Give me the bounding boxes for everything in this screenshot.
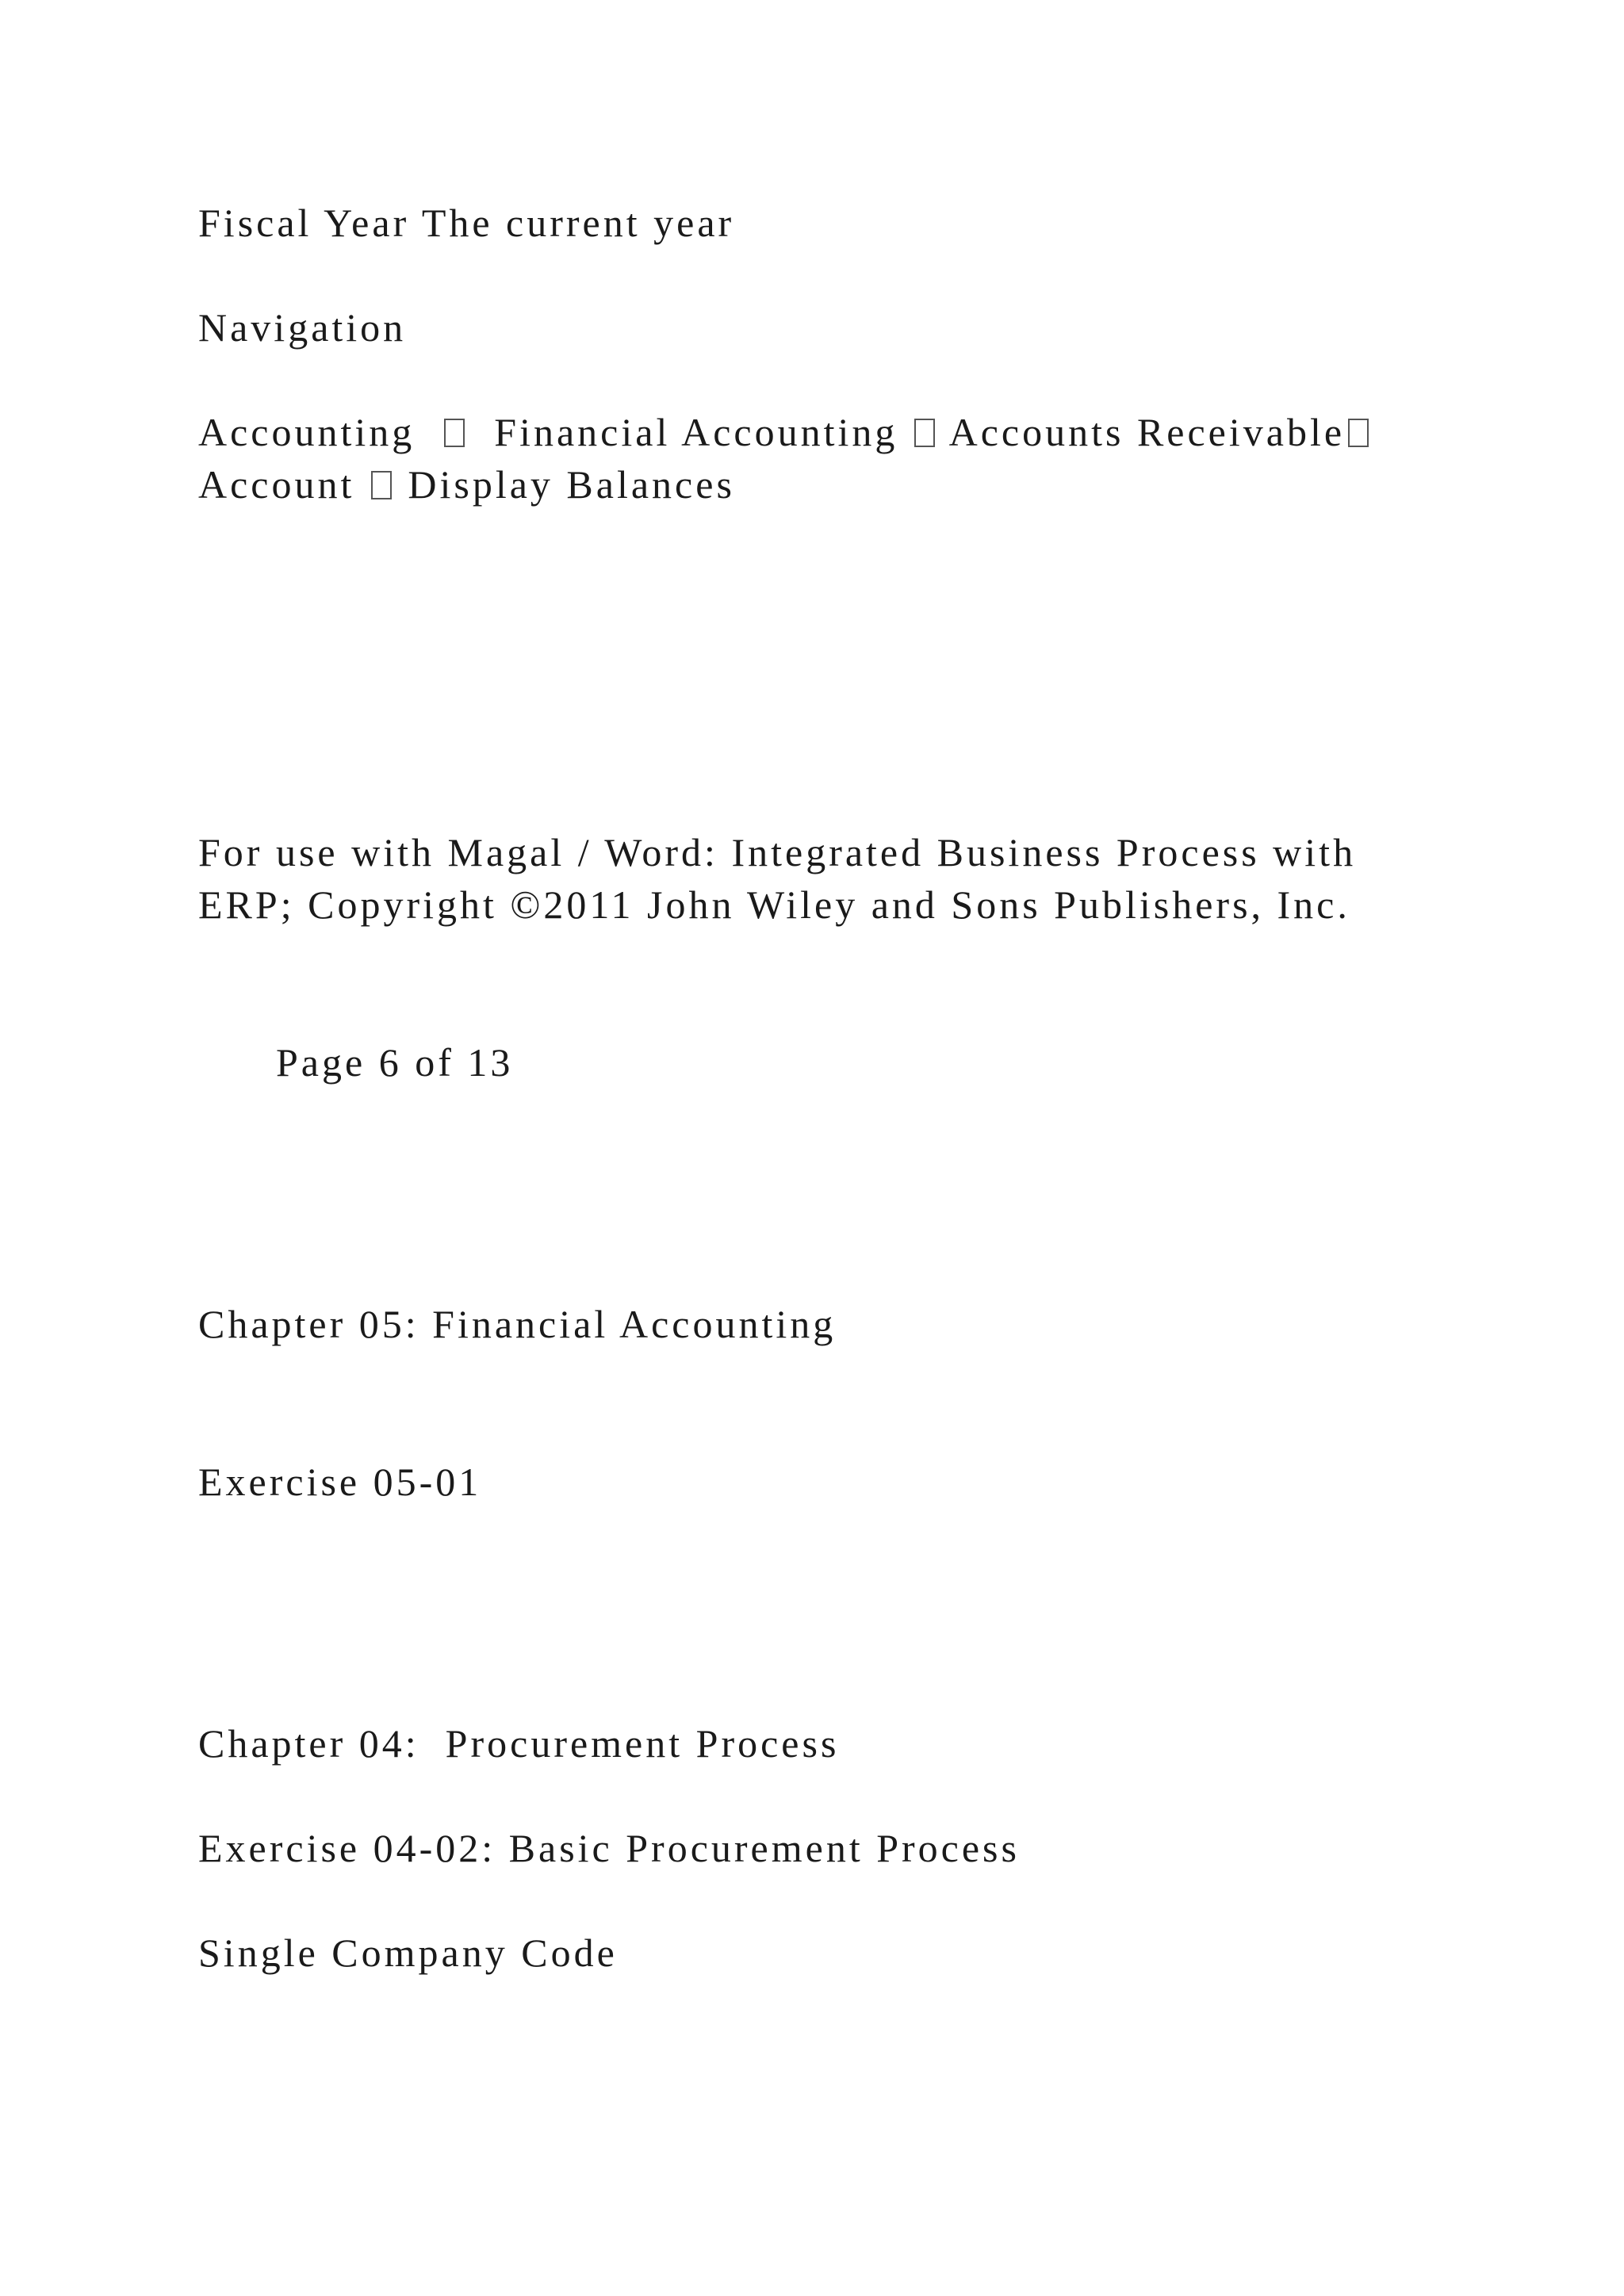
nav-item-accounting: Accounting: [198, 410, 416, 454]
navigation-heading: Navigation: [198, 305, 407, 350]
navigation-path-line-2: [198, 458, 735, 511]
chapter-04-heading: Chapter 04: Procurement Process: [198, 1721, 840, 1766]
company-code-line: Single Company Code: [198, 1931, 618, 1975]
exercise-05-heading: Exercise 05-01: [198, 1460, 482, 1504]
separator-icon: [444, 419, 465, 447]
fiscal-year-line: Fiscal Year The current year: [198, 201, 735, 245]
nav-item-account: Account: [198, 462, 355, 507]
copyright-line-1: For use with Magal / Word: Integrated Business Process with: [198, 830, 1357, 874]
exercise-04-heading: Exercise 04-02: Basic Procurement Process: [198, 1826, 1020, 1870]
navigation-path-line-1: [198, 406, 1372, 458]
separator-icon: [914, 419, 935, 447]
copyright-line-2: ERP; Copyright ©2011 John Wiley and Sons Publishers, Inc.: [198, 882, 1350, 927]
separator-icon: [1348, 419, 1369, 447]
nav-item-financial-accounting: Financial Accounting: [494, 410, 898, 454]
nav-item-display-balances: Display Balances: [408, 462, 735, 507]
page-number: Page 6 of 13: [276, 1040, 514, 1085]
chapter-05-heading: Chapter 05: Financial Accounting: [198, 1302, 837, 1346]
separator-icon: [371, 471, 392, 499]
nav-item-accounts-receivable: Accounts Receivable: [948, 410, 1346, 454]
